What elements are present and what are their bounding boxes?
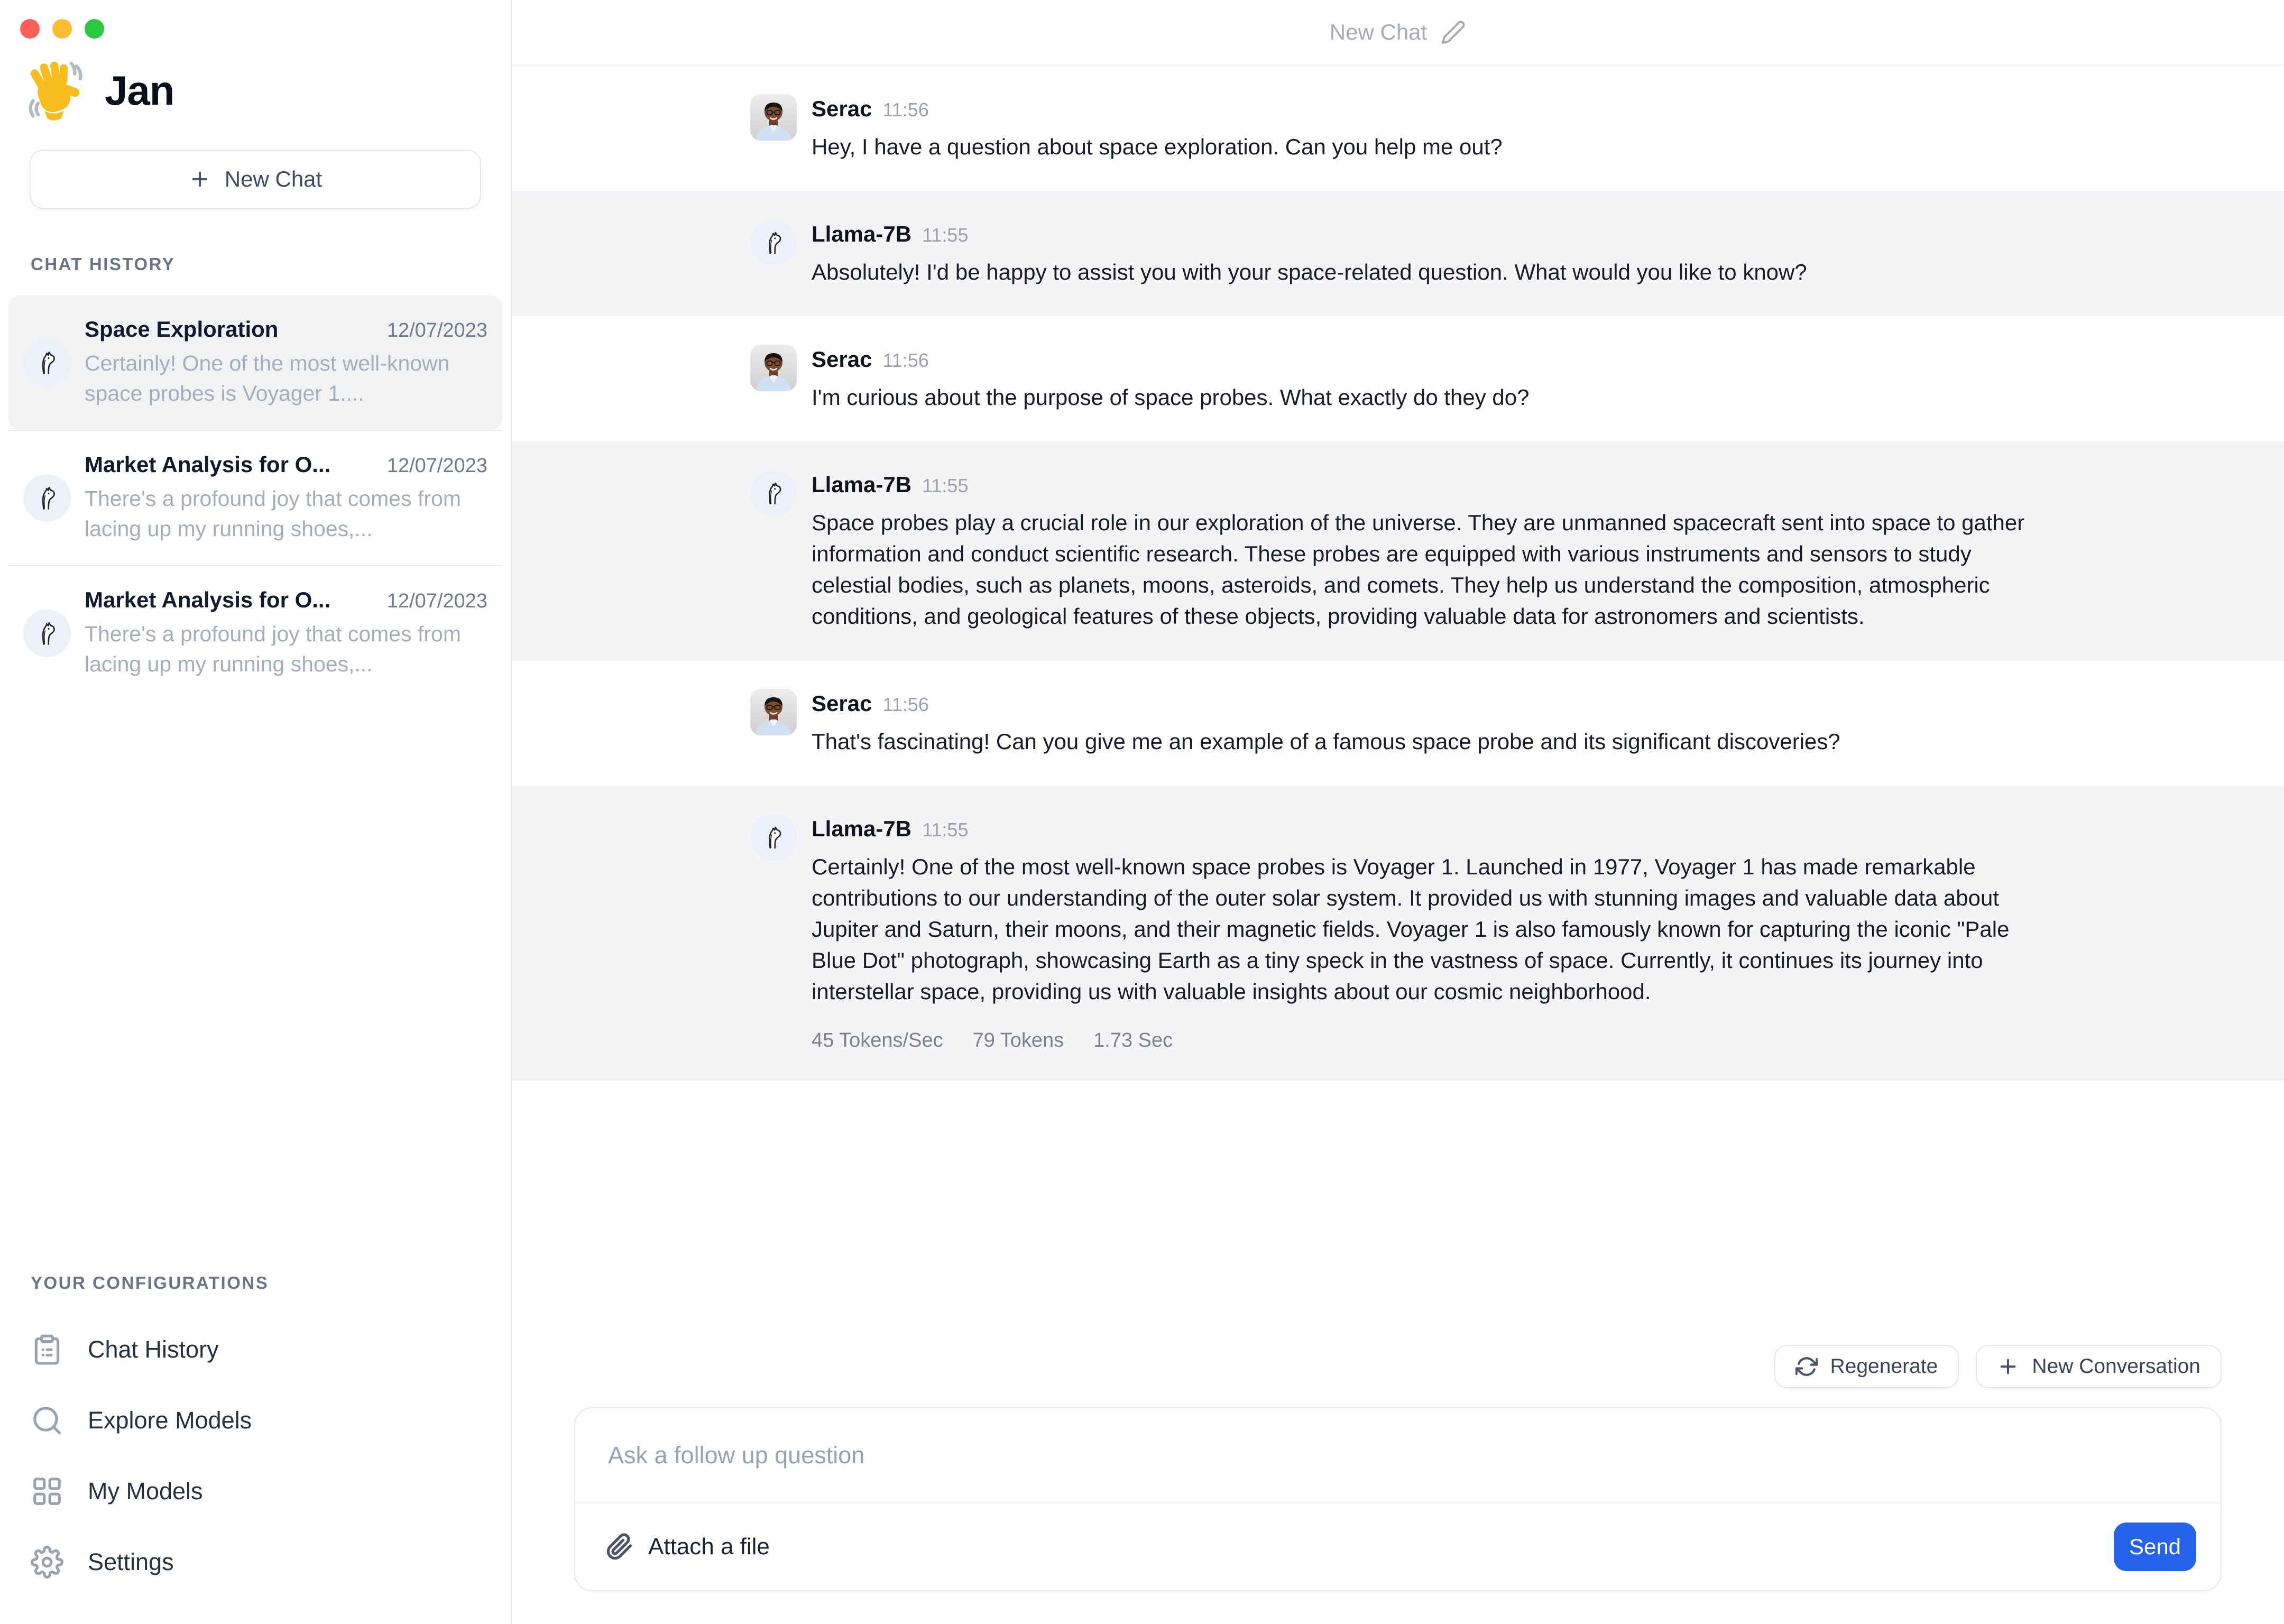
plus-icon <box>189 168 211 190</box>
sidebar-item-chat-history[interactable] <box>0 1314 511 1385</box>
regenerate-button-label: Regenerate <box>1830 1355 1938 1378</box>
attach-file-button[interactable] <box>606 1533 770 1561</box>
conversation-header <box>512 0 2284 66</box>
message-row-assistant <box>512 191 2284 316</box>
message-text: Absolutely! I'd be happy to assist you with your space-related question. What would you like to know? <box>812 260 1807 284</box>
message-text: I'm curious about the purpose of space probes. What exactly do they do? <box>812 385 1530 410</box>
serac-avatar-image <box>750 94 797 141</box>
history-item-date: 12/07/2023 <box>386 455 487 477</box>
history-item-title: Market Analysis for O... <box>85 587 331 612</box>
sidebar <box>0 0 512 1624</box>
history-item-date: 12/07/2023 <box>386 590 487 612</box>
message-author: Serac <box>812 691 872 716</box>
message-row-assistant <box>512 786 2284 1081</box>
assistant-avatar <box>750 814 797 861</box>
sidebar-item-my-models[interactable] <box>0 1456 511 1527</box>
message-text: Space probes play a crucial role in our exploration of the universe. They are unmanned spacecraft sent into space to gather information and conduct scientific research. These probes are equipped with various instruments and sensors to study celestial bodies, such as planets, moons, asteroids, and comets. They help us understand the composition, atmospheric conditions, and geological features of these objects, providing valuable data for astronomers and scientists. <box>812 510 2025 629</box>
window-zoom-button[interactable] <box>85 19 104 39</box>
llama-icon <box>759 823 788 852</box>
history-item-preview: There's a profound joy that comes from lacing up my running shoes,... <box>85 486 461 541</box>
history-item-date: 12/07/2023 <box>386 319 487 342</box>
user-avatar <box>750 94 797 141</box>
search-icon <box>31 1404 63 1437</box>
message-input[interactable] <box>608 1442 2188 1469</box>
generation-stats <box>812 1029 2046 1052</box>
llama-icon <box>32 347 62 378</box>
message-time: 11:55 <box>922 475 969 496</box>
message-text: Certainly! One of the most well-known space probes is Voyager 1. Launched in 1977, Voyager 1 has made remarkable contributions to our understanding of the outer solar system. It provided us with stunning images and valuable data about Jupiter and Saturn, their moons, and their magnetic fields. Voyager 1 is also famously known for capturing the iconic "Pale Blue Dot" photograph, showcasing Earth as a tiny speck in the vastness of space. Currently, it continues its journey into interstellar space, providing us with valuable insights about our cosmic neighborhood. <box>812 854 2010 1004</box>
attach-file-label: Attach a file <box>648 1534 770 1560</box>
message-time: 11:55 <box>922 819 969 841</box>
window-close-button[interactable] <box>20 19 40 39</box>
message-row-user <box>512 66 2284 191</box>
message-author: Llama-7B <box>812 816 912 841</box>
message-time: 11:56 <box>882 99 929 121</box>
message-time: 11:56 <box>882 349 929 371</box>
configurations-section-label: YOUR CONFIGURATIONS <box>31 1273 269 1293</box>
conversation-title: New Chat <box>1329 20 1428 44</box>
message-author: Llama-7B <box>812 472 912 497</box>
message-author: Serac <box>812 347 872 372</box>
chat-history-section-label: CHAT HISTORY <box>31 254 176 274</box>
message-text: Hey, I have a question about space exploration. Can you help me out? <box>812 134 1503 159</box>
history-item-market-analysis-2[interactable] <box>8 565 502 700</box>
pencil-icon[interactable] <box>1441 20 1466 45</box>
new-chat-button-label: New Chat <box>224 167 323 191</box>
composer-area <box>574 1345 2222 1591</box>
llama-icon <box>759 228 788 257</box>
user-avatar <box>750 345 797 391</box>
history-item-space-exploration[interactable] <box>8 296 502 430</box>
message-row-user <box>512 660 2284 786</box>
gear-icon <box>31 1546 63 1579</box>
sidebar-item-label: Settings <box>88 1548 174 1575</box>
paperclip-icon <box>606 1533 633 1561</box>
history-item-preview: There's a profound joy that comes from lacing up my running shoes,... <box>85 622 461 676</box>
llama-avatar <box>23 610 71 657</box>
window-controls <box>0 0 511 39</box>
history-item-title: Space Exploration <box>85 317 279 342</box>
message-time: 11:56 <box>882 694 929 715</box>
duration-stat: 1.73 Sec <box>1093 1029 1173 1051</box>
refresh-icon <box>1795 1355 1818 1378</box>
llama-icon <box>32 483 62 513</box>
send-button[interactable]: Send <box>2114 1522 2196 1571</box>
message-list <box>512 66 2284 1345</box>
message-row-assistant <box>512 441 2284 660</box>
composer <box>574 1407 2222 1591</box>
configurations-section <box>0 1273 511 1624</box>
history-item-market-analysis-1[interactable] <box>8 430 502 565</box>
chat-history-list <box>8 296 502 700</box>
message-author: Serac <box>812 96 872 121</box>
new-conversation-button[interactable] <box>1976 1345 2222 1388</box>
waving-hand-icon <box>22 60 90 121</box>
sidebar-item-label: Chat History <box>88 1336 219 1363</box>
message-text: That's fascinating! Can you give me an example of a famous space probe and its significant discoveries? <box>812 729 1840 754</box>
llama-avatar <box>23 474 71 522</box>
message-author: Llama-7B <box>812 222 912 246</box>
grid-icon <box>31 1475 63 1508</box>
sidebar-item-explore-models[interactable] <box>0 1385 511 1456</box>
user-avatar <box>750 689 797 735</box>
serac-avatar-image <box>750 689 797 735</box>
tokens-per-sec-stat: 45 Tokens/Sec <box>812 1029 943 1051</box>
llama-icon <box>32 618 62 649</box>
llama-avatar <box>23 339 71 386</box>
app-logo <box>0 39 511 121</box>
assistant-avatar <box>750 470 797 516</box>
new-conversation-button-label: New Conversation <box>2032 1355 2200 1378</box>
assistant-avatar <box>750 219 797 266</box>
history-item-title: Market Analysis for O... <box>85 452 331 477</box>
app-title: Jan <box>105 67 174 114</box>
sidebar-item-label: My Models <box>88 1478 203 1505</box>
llama-icon <box>759 478 788 508</box>
plus-icon <box>1997 1355 2019 1378</box>
message-row-user <box>512 316 2284 441</box>
message-time: 11:55 <box>922 224 969 246</box>
message-actions <box>574 1345 2222 1388</box>
new-chat-button[interactable] <box>30 150 481 209</box>
sidebar-item-settings[interactable] <box>0 1527 511 1598</box>
serac-avatar-image <box>750 345 797 391</box>
main-panel <box>512 0 2284 1624</box>
history-item-preview: Certainly! One of the most well-known space probes is Voyager 1.... <box>85 351 450 405</box>
regenerate-button[interactable] <box>1774 1345 1959 1388</box>
clipboard-icon <box>31 1333 63 1366</box>
sidebar-item-label: Explore Models <box>88 1407 252 1434</box>
tokens-stat: 79 Tokens <box>972 1029 1064 1051</box>
window-minimize-button[interactable] <box>52 19 72 39</box>
